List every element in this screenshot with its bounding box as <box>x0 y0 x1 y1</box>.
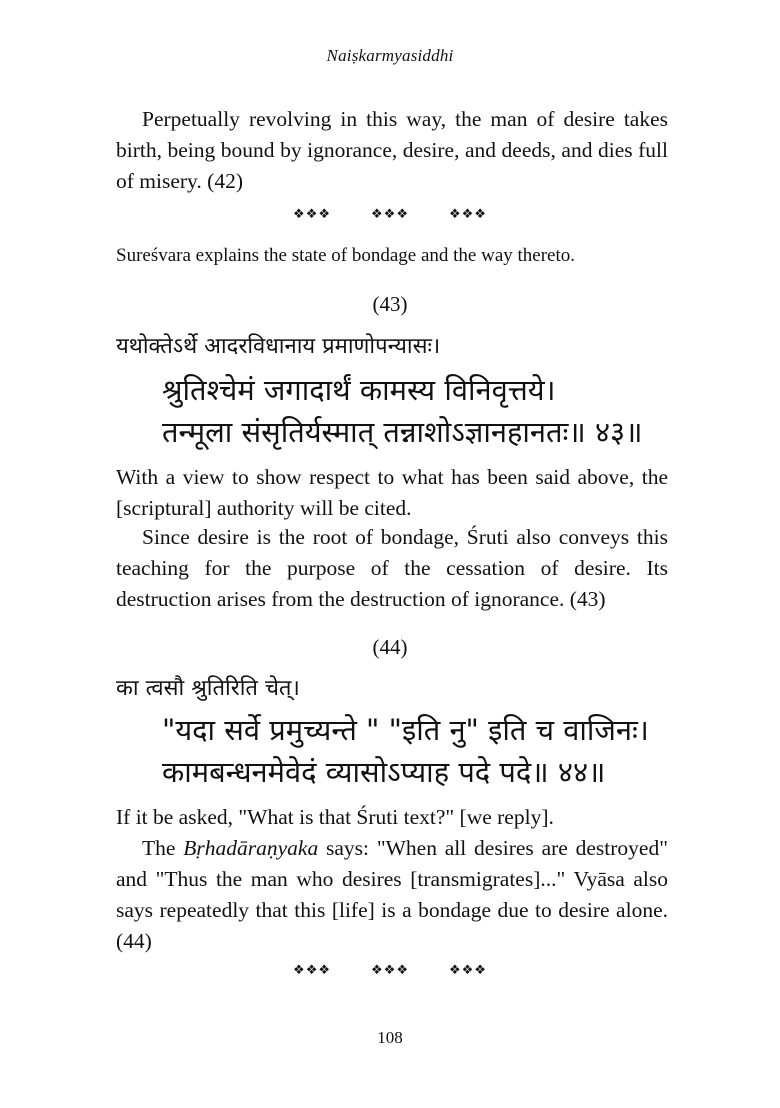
page-number: 108 <box>377 1028 403 1047</box>
section-note: Sureśvara explains the state of bondage and the way thereto. <box>116 245 576 266</box>
ornament-divider <box>0 207 780 222</box>
verse-number-43: (43) <box>372 292 408 316</box>
ornament-glyph: ❖❖❖ <box>448 207 487 222</box>
sanskrit-intro-44: का त्वसौ श्रुतिरिति चेत्। <box>116 676 300 701</box>
ornament-glyph: ❖❖❖ <box>448 963 487 978</box>
work-title: Bṛhadāraṇyaka <box>183 836 319 860</box>
translation-44-post: says: "When all desires are destroyed" and "Thus the man who desires [transmigrates]..." Vyāsa also says repeatedly that this [life] is a bondage due to desire alone. (44) <box>116 836 668 953</box>
ornament-glyph: ❖❖❖ <box>371 207 409 222</box>
translation-43: Since desire is the root of bondage, Śruti also conveys this teaching for the purpose of the cessation of desire. Its destruction arises from the destruction of ignorance. (43) <box>116 525 668 611</box>
ornament-glyph: ❖❖❖ <box>293 963 332 978</box>
translation-44-intro: If it be asked, "What is that Śruti text?" [we reply]. <box>116 805 554 829</box>
sanskrit-verse-43-line-1: श्रुतिश्चेमं जगादार्थं कामस्य विनिवृत्तये। <box>162 373 556 407</box>
translation-44 <box>116 833 668 957</box>
verse-number-44: (44) <box>372 635 408 659</box>
running-head: Naiṣkarmyasiddhi <box>326 46 454 65</box>
translation-43-intro: With a view to show respect to what has been said above, the [scriptural] authority will be cited. <box>116 465 668 520</box>
sanskrit-verse-43-line-2: तन्मूला संसृतिर्यस्मात् तन्नाशोऽज्ञानहानतः॥ ४३॥ <box>162 415 643 449</box>
paragraph-42: Perpetually revolving in this way, the man of desire takes birth, being bound by ignorance, desire, and deeds, and dies full of misery. (42) <box>116 107 668 193</box>
sanskrit-verse-44-line-2: कामबन्धनमेवेदं व्यासोऽप्याह पदे पदे॥ ४४॥ <box>162 755 606 789</box>
sanskrit-intro-43: यथोक्तेऽर्थे आदरविधानाय प्रमाणोपन्यासः। <box>116 334 441 359</box>
ornament-divider-bottom <box>0 963 780 978</box>
ornament-glyph: ❖❖❖ <box>293 207 332 222</box>
ornament-glyph: ❖❖❖ <box>371 963 409 978</box>
translation-44-pre: The <box>142 836 184 860</box>
sanskrit-verse-44-line-1: "यदा सर्वे प्रमुच्यन्ते " "इति नु" इति च वाजिनः। <box>162 713 649 747</box>
